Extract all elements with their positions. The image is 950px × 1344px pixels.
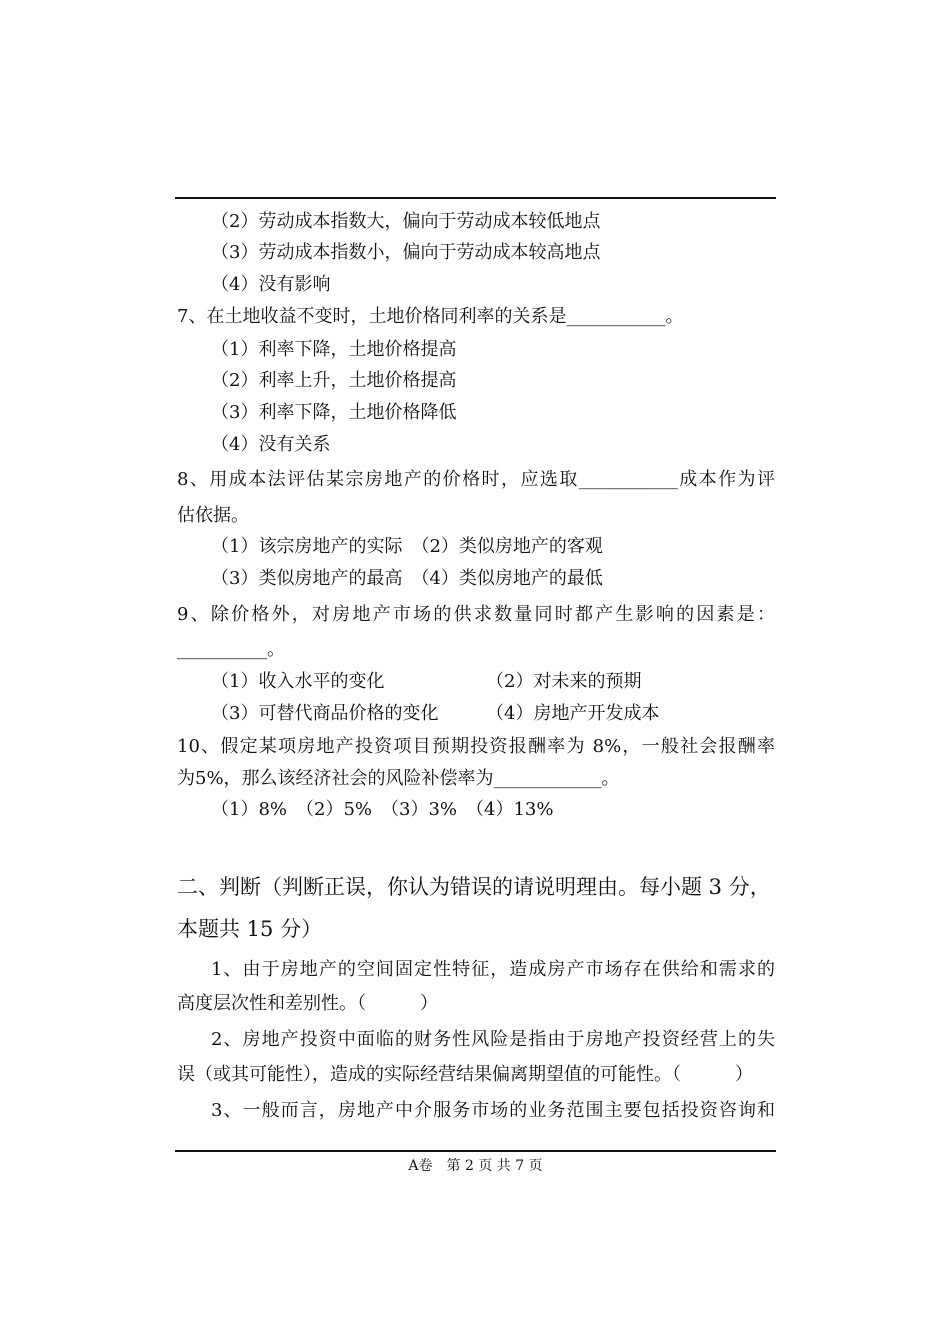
judge-3: 3、一般而言，房地产中介服务市场的业务范围主要包括投资咨询和 bbox=[211, 1100, 775, 1121]
question-7: 7、在土地收益不变时，土地价格同利率的关系是___________。 bbox=[177, 306, 684, 327]
option-text: （3）利率下降，土地价格降低 bbox=[211, 402, 457, 423]
page-footer: A卷 第 2 页 共 7 页 bbox=[408, 1158, 543, 1174]
option-text: （4）没有关系 bbox=[211, 434, 331, 455]
option-text: （2）对未来的预期 bbox=[486, 671, 642, 692]
option-text: （2）劳动成本指数大，偏向于劳动成本较低地点 bbox=[211, 211, 601, 232]
judge-1: 1、由于房地产的空间固定性特征，造成房产市场存在供给和需求的 bbox=[211, 959, 775, 980]
question-8: 8、用成本法评估某宗房地产的价格时，应选取___________成本作为评 bbox=[177, 469, 775, 490]
option-text: （4）没有影响 bbox=[211, 274, 331, 295]
option-text: （1）8% （2）5% （3）3% （4）13% bbox=[211, 799, 554, 820]
option-text: （3）类似房地产的最高 （4）类似房地产的最低 bbox=[211, 568, 603, 589]
question-8-cont: 估依据。 bbox=[177, 505, 249, 526]
question-9: 9、除价格外，对房地产市场的供求数量同时都产生影响的因素是： bbox=[177, 604, 775, 625]
question-10-cont: 为5%，那么该经济社会的风险补偿率为____________。 bbox=[177, 768, 620, 789]
section-2-title-cont: 本题共 15 分） bbox=[177, 917, 323, 941]
judge-2: 2、房地产投资中面临的财务性风险是指由于房地产投资经营上的失 bbox=[211, 1029, 775, 1050]
question-10: 10、假定某项房地产投资项目预期投资报酬率为 8%，一般社会报酬率 bbox=[177, 736, 775, 757]
footer-rule bbox=[175, 1150, 776, 1152]
section-2-title: 二、判断（判断正误，你认为错误的请说明理由。每小题 3 分， bbox=[177, 875, 771, 899]
judge-2-cont: 误（或其可能性），造成的实际经营结果偏离期望值的可能性。（ ） bbox=[177, 1064, 753, 1085]
question-9-blank: __________。 bbox=[177, 639, 285, 660]
option-text: （1）收入水平的变化 bbox=[211, 671, 385, 692]
header-rule bbox=[175, 197, 776, 199]
judge-1-cont: 高度层次性和差别性。（ ） bbox=[177, 993, 438, 1014]
option-text: （2）利率上升，土地价格提高 bbox=[211, 370, 457, 391]
option-text: （3）劳动成本指数小，偏向于劳动成本较高地点 bbox=[211, 242, 601, 263]
option-text: （1）该宗房地产的实际 （2）类似房地产的客观 bbox=[211, 536, 603, 557]
option-text: （4）房地产开发成本 bbox=[486, 703, 660, 724]
option-text: （3）可替代商品价格的变化 bbox=[211, 703, 439, 724]
option-text: （1）利率下降，土地价格提高 bbox=[211, 339, 457, 360]
